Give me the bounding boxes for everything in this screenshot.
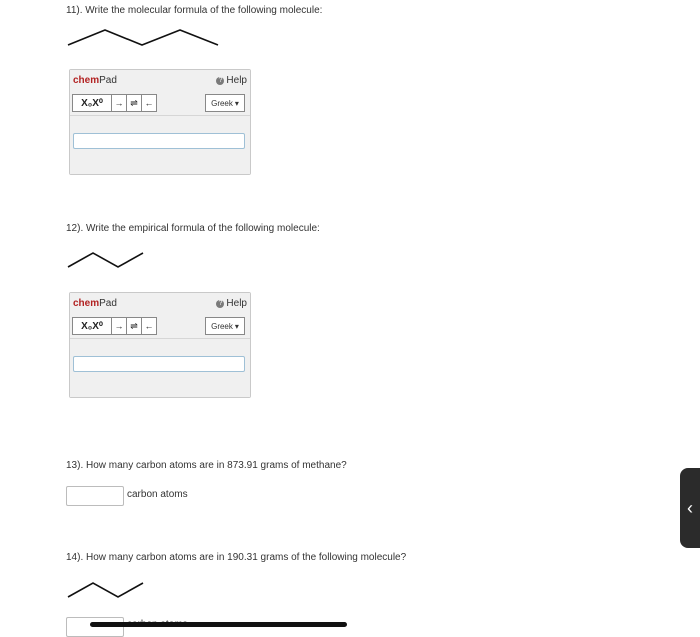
equilibrium-arrow-button[interactable]: ⇌	[126, 317, 142, 335]
greek-label: Greek	[211, 321, 233, 331]
chempad-logo: chemPad	[73, 75, 117, 86]
question-12-text: 12). Write the empirical formula of the following molecule:	[66, 223, 320, 234]
subscript-superscript-button[interactable]: X₀X⁰	[72, 94, 112, 112]
help-label: Help	[226, 298, 247, 309]
home-indicator-bar	[90, 622, 347, 627]
subscript-superscript-button[interactable]: X₀X⁰	[72, 317, 112, 335]
chempad-11	[69, 69, 251, 175]
help-label: Help	[226, 75, 247, 86]
question-14-text: 14). How many carbon atoms are in 190.31 grams of the following molecule?	[66, 552, 407, 563]
arrow-right-button[interactable]: →	[111, 317, 127, 335]
chevron-left-icon: ‹	[687, 497, 693, 518]
question-11-text: 11). Write the molecular formula of the following molecule:	[66, 5, 323, 16]
answer-input-14[interactable]	[66, 617, 124, 637]
chevron-down-icon: ▾	[234, 321, 239, 331]
help-icon: ?	[216, 300, 224, 308]
chempad-input[interactable]	[73, 133, 245, 149]
equilibrium-arrow-button[interactable]: ⇌	[126, 94, 142, 112]
chempad-toolbar	[70, 70, 250, 116]
help-button[interactable]	[216, 75, 247, 86]
help-icon: ?	[216, 77, 224, 85]
greek-label: Greek	[211, 98, 233, 108]
unit-label-13: carbon atoms	[127, 489, 188, 500]
arrow-left-button[interactable]: ←	[141, 94, 157, 112]
help-button[interactable]	[216, 298, 247, 309]
chevron-down-icon: ▾	[234, 98, 239, 108]
chempad-input[interactable]	[73, 356, 245, 372]
arrow-left-button[interactable]: ←	[141, 317, 157, 335]
chempad-logo: chemPad	[73, 298, 117, 309]
chempad-toolbar	[70, 293, 250, 339]
chempad-12	[69, 292, 251, 398]
side-panel-tab[interactable]	[680, 468, 700, 548]
molecule-skeletal-11	[66, 28, 222, 50]
question-13-text: 13). How many carbon atoms are in 873.91 grams of methane?	[66, 460, 347, 471]
greek-dropdown[interactable]	[205, 94, 245, 112]
arrow-right-button[interactable]: →	[111, 94, 127, 112]
greek-dropdown[interactable]	[205, 317, 245, 335]
molecule-skeletal-12	[66, 250, 146, 272]
answer-input-13[interactable]	[66, 486, 124, 506]
molecule-skeletal-14	[66, 580, 146, 602]
